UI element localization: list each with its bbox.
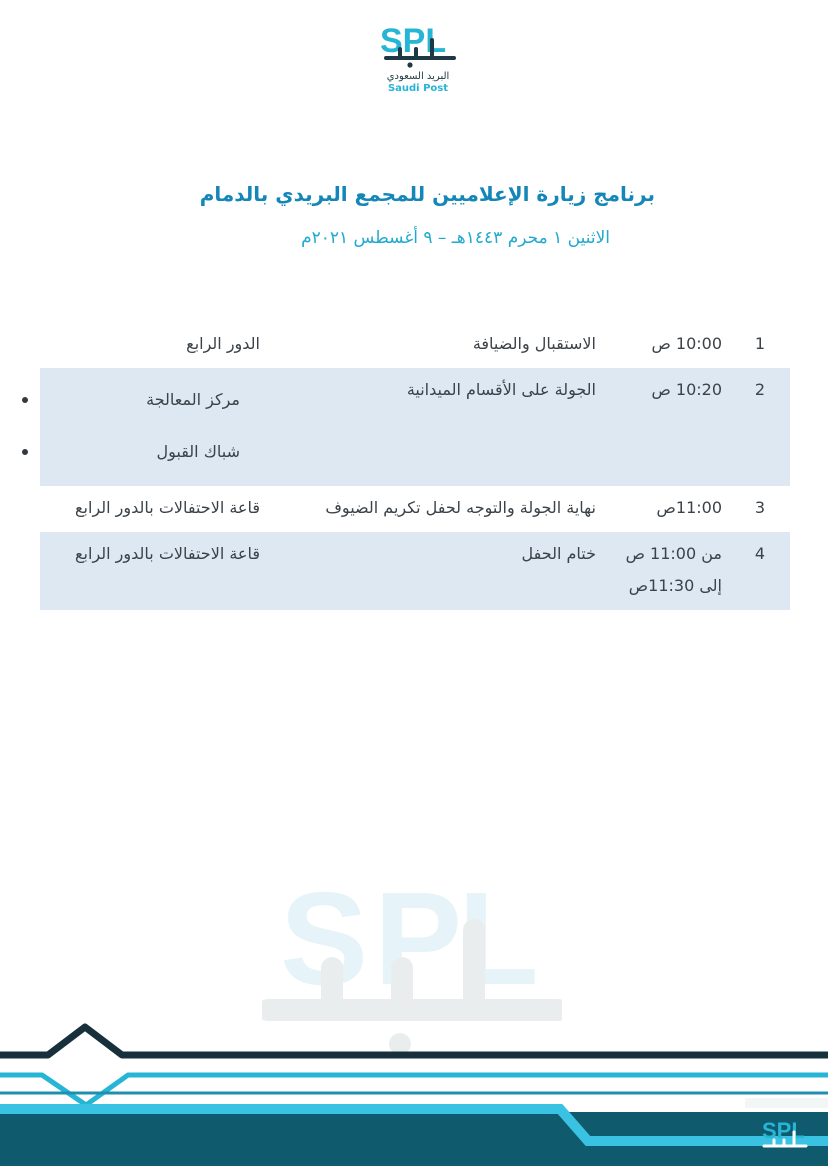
row-time: 10:00 ص [651, 334, 722, 353]
row-time: من 11:00 ص إلى 11:30ص [604, 532, 730, 610]
svg-text:SPL: SPL [762, 1118, 805, 1143]
row-time: 11:00ص [656, 498, 722, 517]
row-location: قاعة الاحتفالات بالدور الرابع [40, 532, 268, 610]
table-row [40, 322, 790, 368]
row-number: 2 [730, 368, 790, 486]
row-activity: ختام الحفل [268, 532, 604, 610]
list-item: مركز المعالجة [48, 374, 240, 426]
schedule-table [40, 322, 790, 610]
spl-footer-logo-icon [760, 1118, 810, 1154]
row-number: 4 [730, 532, 790, 610]
row-activity: نهاية الجولة والتوجه لحفل تكريم الضيوف [325, 498, 596, 517]
row-number: 3 [754, 498, 766, 517]
logo-mark-text: SPL [380, 22, 447, 60]
logo-arabic-name: البريد السعودي [386, 71, 450, 82]
list-item: شباك القبول [48, 426, 240, 478]
svg-text:P: P [374, 872, 463, 1012]
location-list [48, 374, 260, 478]
row-number: 1 [754, 334, 766, 353]
table-row [40, 532, 790, 610]
row-activity: الجولة على الأقسام الميدانية [268, 368, 604, 486]
svg-text:L: L [458, 872, 539, 1012]
page-title: برنامج زيارة الإعلاميين للمجمع البريدي بالدمام [199, 182, 655, 206]
row-location: الدور الرابع [186, 334, 260, 353]
svg-text:S: S [280, 872, 369, 1012]
saudi-post-logo [376, 22, 460, 102]
footer-decoration [0, 1015, 828, 1166]
table-row [40, 368, 790, 486]
row-location [40, 368, 268, 486]
row-location: قاعة الاحتفالات بالدور الرابع [75, 498, 260, 517]
page-subtitle: الاثنين ١ محرم ١٤٤٣هـ – ٩ أغسطس ٢٠٢١م [301, 228, 610, 248]
spl-logo-icon [376, 22, 460, 70]
row-activity: الاستقبال والضيافة [472, 334, 596, 353]
table-row [40, 486, 790, 532]
logo-english-name: Saudi Post [387, 83, 449, 94]
row-time: 10:20 ص [604, 368, 730, 486]
